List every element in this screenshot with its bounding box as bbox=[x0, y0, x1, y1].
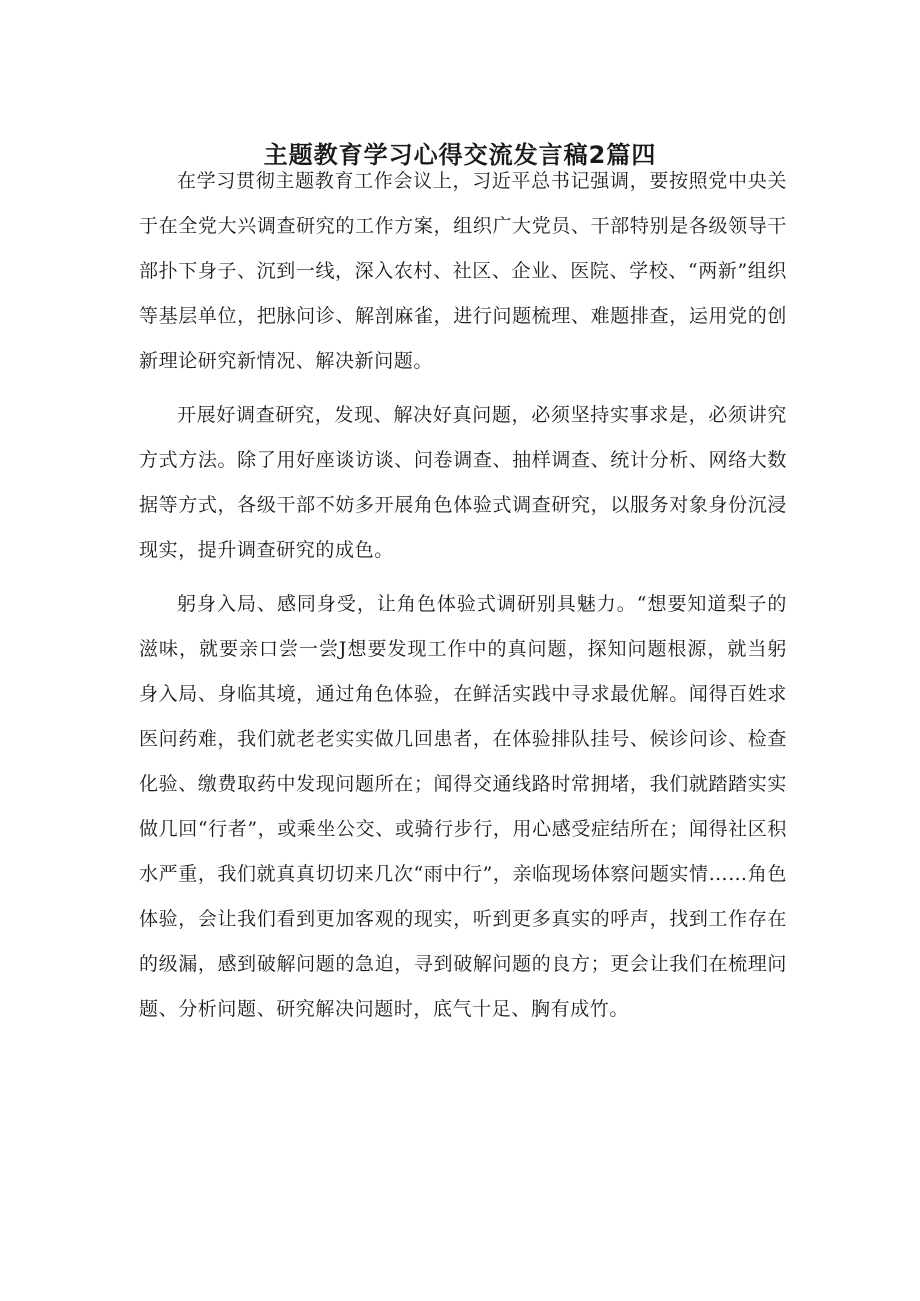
paragraph-2: 开展好调查研究，发现、解决好真问题，必须坚持实事求是，必须讲究方式方法。除了用好座谈访谈、问卷调查、抽样调查、统计分析、网络大数据等方式，各级干部不妨多开展角色体验式调查研究，以服务对象身份沉浸现实，提升调查研究的成色。 bbox=[139, 404, 787, 561]
document-body bbox=[139, 159, 787, 1041]
paragraph-3: 躬身入局、感同身受，让角色体验式调研别具魅力。“想要知道梨子的滋味，就要亲口尝一尝J想要发现工作中的真问题，探知问题根源，就当躬身入局、身临其境，通过角色体验，在鲜活实践中寻求最优解。闻得百姓求医问药难，我们就老老实实做几回患者，在体验排队挂号、候诊问诊、检查化验、缴费取药中发现问题所在；闻得交通线路时常拥堵，我们就踏踏实实做几回“行者”，或乘坐公交、或骑行步行，用心感受症结所在；闻得社区积水严重，我们就真真切切来几次“雨中行”，亲临现场体察问题实情……角色体验，会让我们看到更加客观的现实，听到更多真实的呼声，找到工作存在的级漏，感到破解问题的急迫，寻到破解问题的良方；更会让我们在梳理问题、分析问题、研究解决问题时，底气十足、胸有成竹。 bbox=[139, 593, 787, 1020]
paragraph-1: 在学习贯彻主题教育工作会议上，习近平总书记强调，要按照党中央关于在全党大兴调查研究的工作方案，组织广大党员、干部特别是各级领导干部扑下身子、沉到一线，深入农村、社区、企业、医院、学校、“两新”组织等基层单位，把脉问诊、解剖麻雀，进行问题梳理、难题排查，运用党的创新理论研究新情况、解决新问题。 bbox=[139, 170, 787, 372]
document-title: 主题教育学习心得交流发言稿2篇四 bbox=[263, 141, 657, 169]
